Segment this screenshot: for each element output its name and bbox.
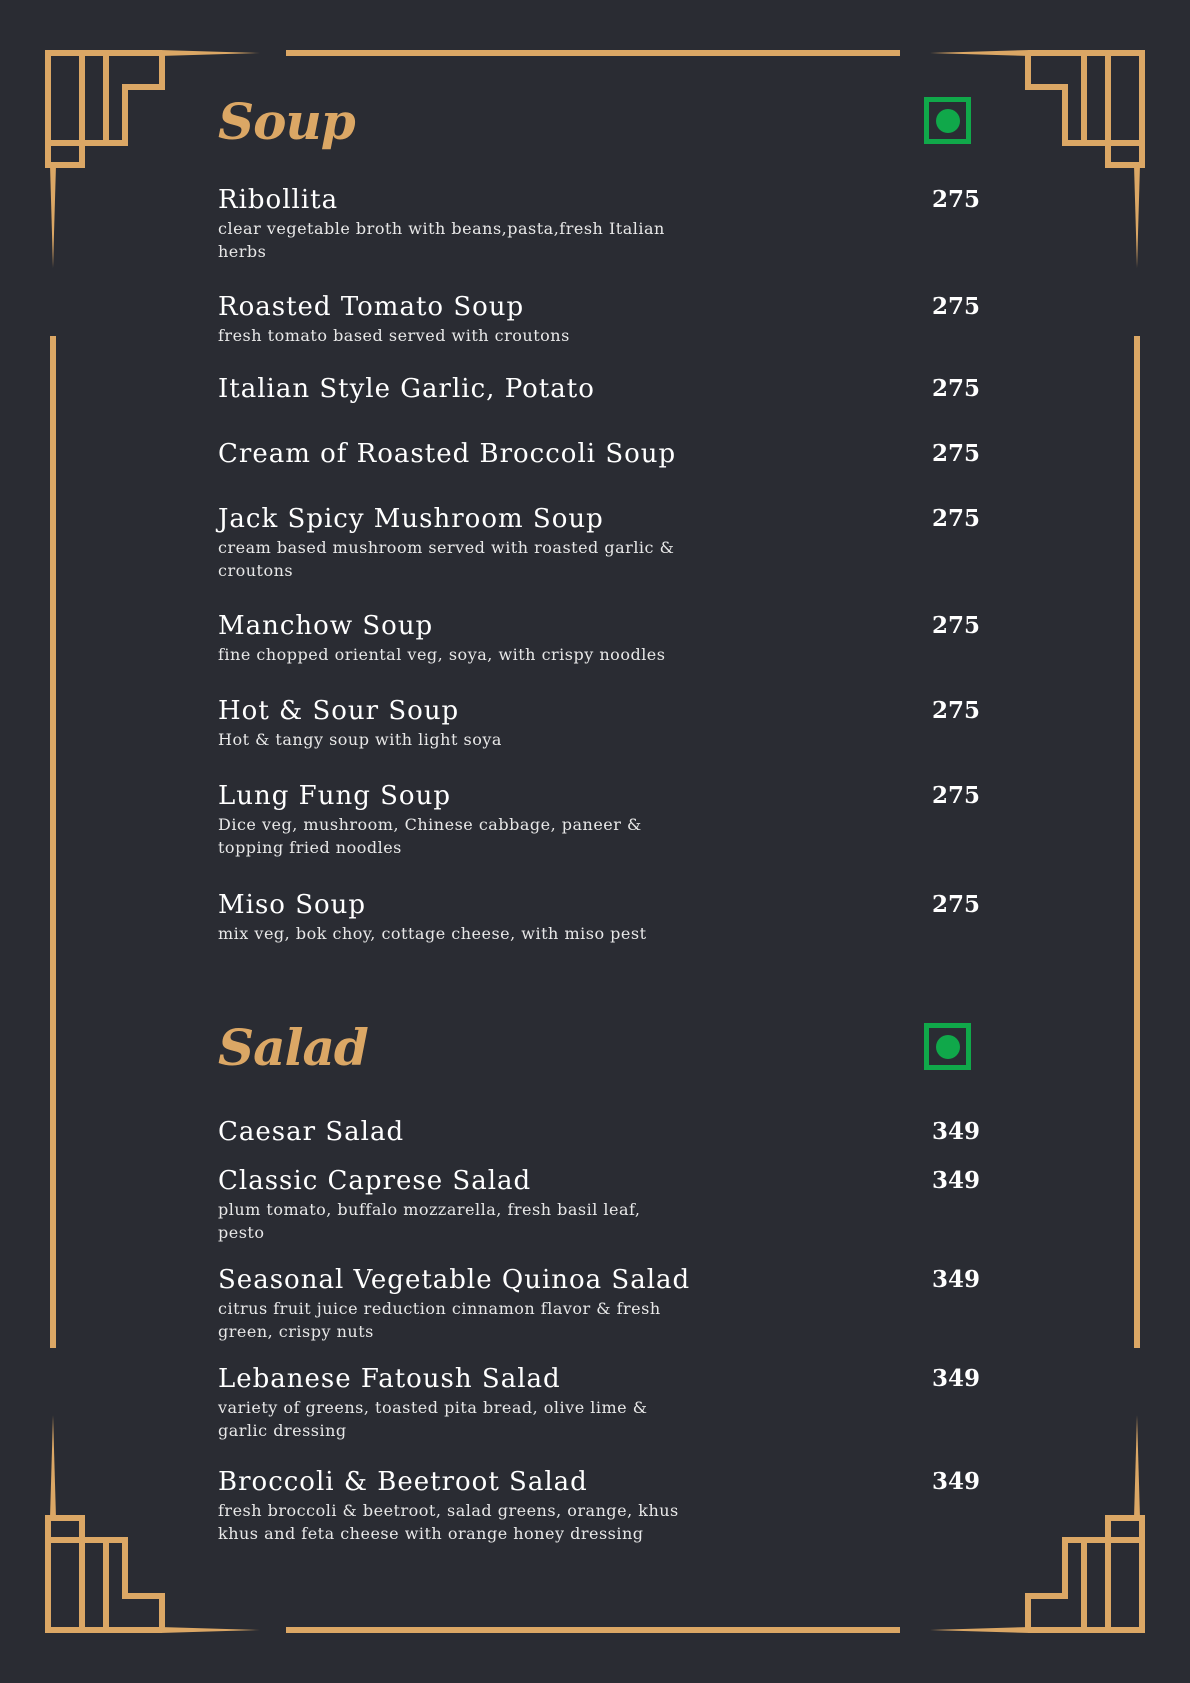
menu-item-description: clear vegetable broth with beans,pasta,fresh Italian herbs <box>218 219 665 261</box>
menu-item-name: Jack Spicy Mushroom Soup <box>218 504 604 534</box>
menu-item-price: 275 <box>931 891 980 918</box>
menu-item-price: 275 <box>931 612 980 639</box>
menu-item-price: 349 <box>931 1365 980 1392</box>
menu-item <box>218 1164 988 1244</box>
menu-item-name: Roasted Tomato Soup <box>218 292 525 322</box>
menu-item-price: 275 <box>931 782 980 809</box>
menu-item-price: 275 <box>931 505 980 532</box>
menu-item-name: Classic Caprese Salad <box>218 1166 532 1196</box>
menu-item-description: mix veg, bok choy, cottage cheese, with miso pest <box>218 924 647 943</box>
corner-ornament-top-right <box>1028 50 1142 165</box>
menu-item-price: 275 <box>931 440 980 467</box>
menu-item-price: 349 <box>931 1266 980 1293</box>
menu-item-price: 275 <box>931 186 980 213</box>
corner-ornament-bottom-right <box>1028 1518 1142 1633</box>
menu-item-description: variety of greens, toasted pita bread, olive lime & garlic dressing <box>218 1398 648 1440</box>
menu-item-description: Hot & tangy soup with light soya <box>218 730 502 749</box>
veg-mark-icon <box>924 1023 971 1070</box>
menu-item <box>218 372 988 406</box>
menu-item-name: Lebanese Fatoush Salad <box>218 1364 561 1394</box>
menu-item-description: cream based mushroom served with roasted garlic & croutons <box>218 538 675 580</box>
menu-item <box>218 888 988 945</box>
menu-item <box>218 183 988 263</box>
menu-item-name: Lung Fung Soup <box>218 781 451 811</box>
menu-item-name: Italian Style Garlic, Potato <box>218 374 595 404</box>
menu-item-description: fresh broccoli & beetroot, salad greens, orange, khus khus and feta cheese with orange honey dressing <box>218 1501 679 1543</box>
menu-item-price: 349 <box>931 1167 980 1194</box>
menu-item <box>218 694 988 751</box>
corner-ornament-top-left <box>48 50 162 165</box>
menu-item <box>218 609 988 666</box>
menu-item-name: Broccoli & Beetroot Salad <box>218 1467 588 1497</box>
menu-item-description: citrus fruit juice reduction cinnamon flavor & fresh green, crispy nuts <box>218 1299 661 1341</box>
menu-item <box>218 779 988 859</box>
corner-ornament-bottom-left <box>48 1518 162 1633</box>
menu-item-price: 275 <box>931 375 980 402</box>
menu-item-description: Dice veg, mushroom, Chinese cabbage, paneer & topping fried noodles <box>218 815 642 857</box>
menu-item-description: fine chopped oriental veg, soya, with crispy noodles <box>218 645 666 664</box>
menu-item <box>218 1263 988 1343</box>
menu-item <box>218 502 988 582</box>
section-title-salad: Salad <box>218 1018 368 1077</box>
menu-item-name: Caesar Salad <box>218 1117 405 1147</box>
veg-dot-icon <box>936 109 960 133</box>
veg-mark-icon <box>924 97 971 144</box>
menu-item <box>218 290 988 347</box>
menu-item-price: 349 <box>931 1468 980 1495</box>
menu-item-name: Hot & Sour Soup <box>218 696 460 726</box>
menu-item <box>218 1362 988 1442</box>
menu-item-name: Seasonal Vegetable Quinoa Salad <box>218 1265 691 1295</box>
menu-item <box>218 437 988 471</box>
menu-item-name: Miso Soup <box>218 890 367 920</box>
menu-item <box>218 1115 988 1149</box>
menu-item-description: plum tomato, buffalo mozzarella, fresh basil leaf, pesto <box>218 1200 641 1242</box>
menu-item-name: Cream of Roasted Broccoli Soup <box>218 439 677 469</box>
menu-item <box>218 1465 988 1545</box>
menu-item-price: 275 <box>931 697 980 724</box>
menu-item-name: Ribollita <box>218 185 339 215</box>
veg-dot-icon <box>936 1035 960 1059</box>
section-title-soup: Soup <box>218 92 355 151</box>
menu-item-price: 349 <box>931 1118 980 1145</box>
menu-item-description: fresh tomato based served with croutons <box>218 326 570 345</box>
menu-item-name: Manchow Soup <box>218 611 434 641</box>
menu-item-price: 275 <box>931 293 980 320</box>
